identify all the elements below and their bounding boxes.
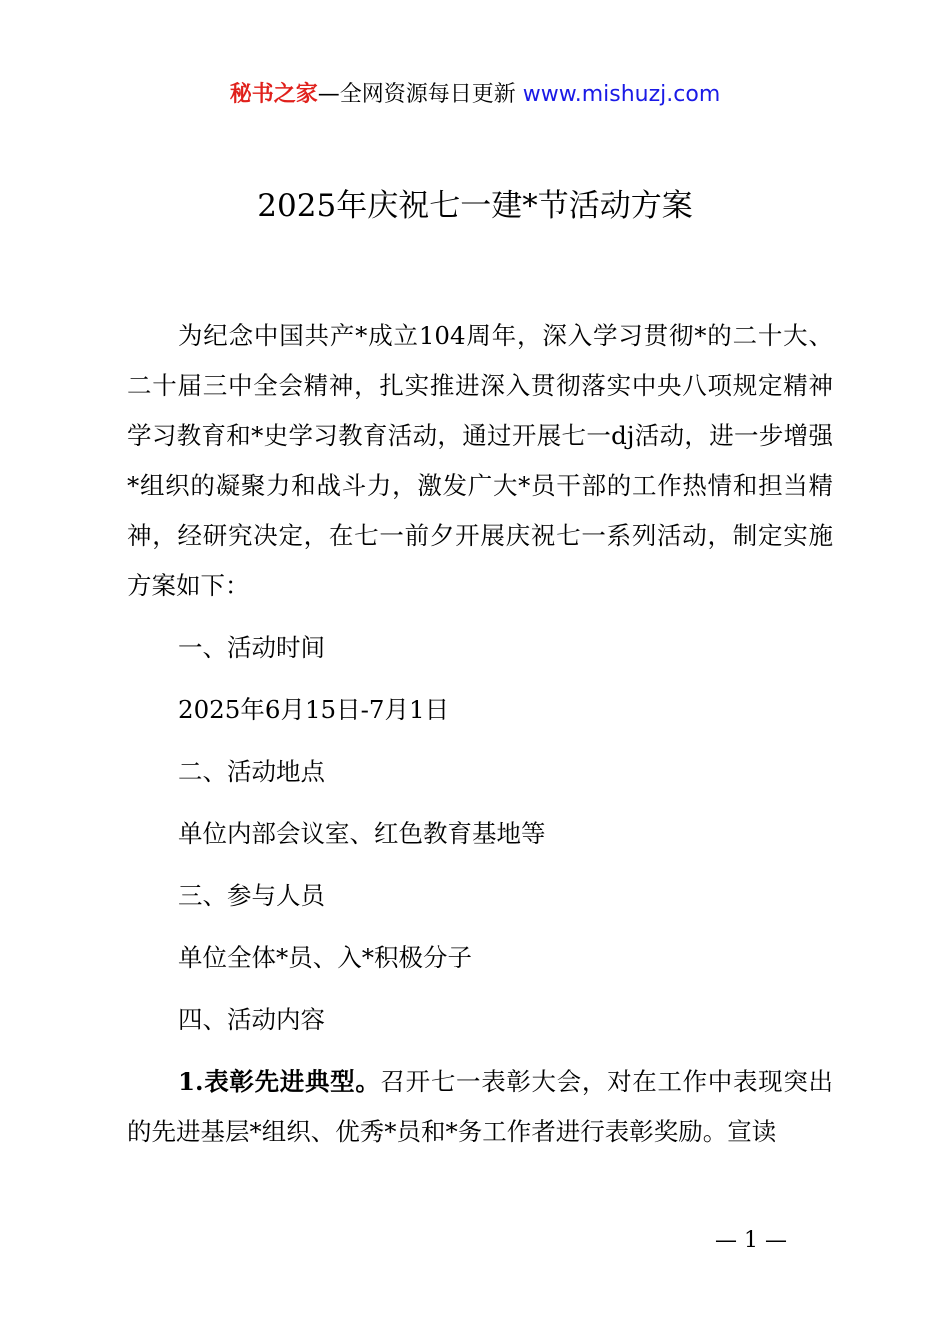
document-title: 2025年庆祝七一建*节活动方案 xyxy=(257,188,693,224)
section-content-location: 单位内部会议室、红色教育基地等 xyxy=(178,819,546,848)
page-number: — 1 — xyxy=(715,1228,787,1253)
site-url-link[interactable]: www.mishuzj.com xyxy=(522,82,721,107)
item-paragraph xyxy=(127,1057,833,1157)
section-content-time: 2025年6月15日-7月1日 xyxy=(178,695,450,724)
section-content-participants: 单位全体*员、入*积极分子 xyxy=(178,943,472,972)
item-text: 召开七一表彰大会，对在工作中表现突出的先进基层*组织、优秀*员和*务工作者进行表彰奖励。宣读 xyxy=(127,1067,834,1146)
intro-paragraph: 为纪念中国共产*成立104周年，深入学习贯彻*的二十大、二十届三中全会精神，扎实推进深入贯彻落实中央八项规定精神学习教育和*史学习教育活动，通过开展七一dj活动，进一步增强*组织的凝聚力和战斗力，激发广大*员干部的工作热情和担当精神，经研究决定，在七一前夕开展庆祝七一系列活动，制定实施方案如下： xyxy=(127,321,833,600)
section-heading-time: 一、活动时间 xyxy=(178,633,325,662)
document-body xyxy=(127,311,833,1169)
section-heading-location: 二、活动地点 xyxy=(178,757,325,786)
site-brand: 秘书之家 xyxy=(229,82,318,107)
section-heading-content: 四、活动内容 xyxy=(178,1005,325,1034)
site-tagline: —全网资源每日更新 xyxy=(317,82,523,107)
section-heading-participants: 三、参与人员 xyxy=(178,881,325,910)
site-header xyxy=(0,80,950,110)
item-label: 1.表彰先进典型。 xyxy=(178,1067,381,1096)
